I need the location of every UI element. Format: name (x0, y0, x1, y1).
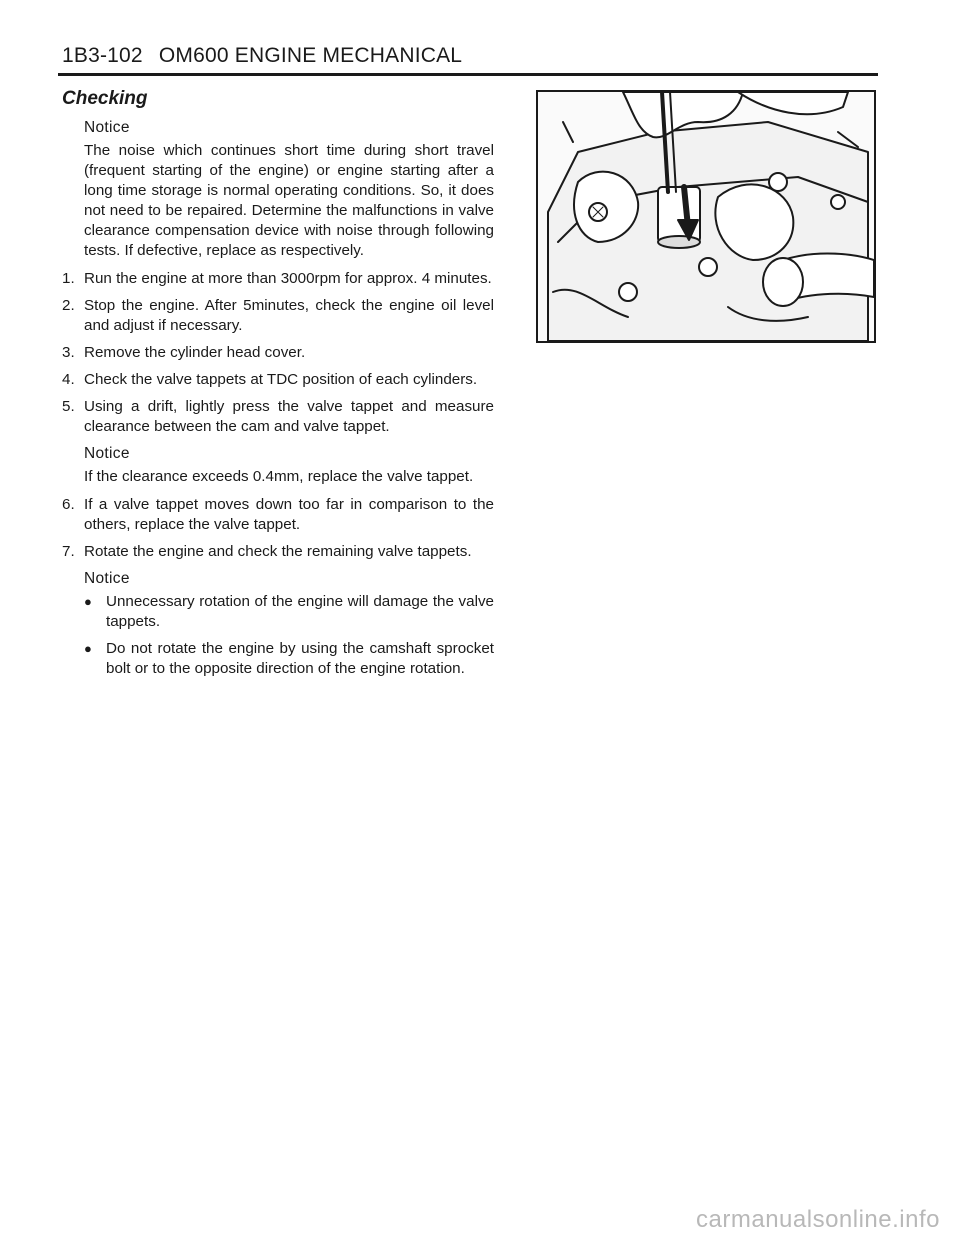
step-text: If a valve tappet moves down too far in comparison to the others, replace the valve tappet. (84, 496, 494, 533)
step-item (62, 269, 494, 289)
bullet-item (84, 592, 494, 632)
bullet-icon: ● (84, 641, 92, 656)
step-item (62, 495, 494, 535)
notice-text: If the clearance exceeds 0.4mm, replace the valve tappet. (84, 468, 474, 485)
notice-label: Notice (84, 445, 130, 462)
step-item (62, 370, 494, 390)
step-text: Stop the engine. After 5minutes, check the engine oil level and adjust if necessary. (84, 297, 494, 334)
valve-tappet-drawing (538, 92, 874, 341)
step-number: 3. (62, 344, 75, 361)
header-rule (58, 73, 878, 76)
step-item (62, 542, 494, 562)
page-code: 1B3-102 (62, 44, 143, 67)
step-number: 1. (62, 270, 75, 287)
step-number: 4. (62, 371, 75, 388)
step-text: Remove the cylinder head cover. (84, 344, 306, 361)
step-item (62, 296, 494, 336)
step-item (62, 343, 494, 363)
step-text: Check the valve tappets at TDC position of each cylinders. (84, 371, 478, 388)
step-number: 6. (62, 496, 75, 513)
engine-illustration (536, 90, 876, 343)
step-item (62, 397, 494, 437)
watermark: carmanualsonline.info (696, 1206, 940, 1233)
notice-label: Notice (84, 570, 130, 587)
bullet-text: Unnecessary rotation of the engine will damage the valve tappets. (106, 593, 494, 630)
notice-label: Notice (84, 119, 130, 136)
step-number: 2. (62, 297, 75, 314)
bullet-item (84, 639, 494, 679)
page-header-title: OM600 ENGINE MECHANICAL (158, 44, 463, 67)
step-text: Using a drift, lightly press the valve tappet and measure clearance between the cam and valve tappet. (84, 398, 494, 435)
bullet-text: Do not rotate the engine by using the camshaft sprocket bolt or to the opposite direction of the engine rotation. (106, 640, 494, 677)
step-text: Run the engine at more than 3000rpm for approx. 4 minutes. (84, 270, 492, 287)
content-column (62, 118, 494, 686)
page-header (62, 44, 878, 68)
step-number: 7. (62, 543, 75, 560)
section-title: Checking (62, 88, 148, 109)
step-text: Rotate the engine and check the remaining valve tappets. (84, 543, 472, 560)
bullet-icon: ● (84, 594, 92, 609)
notice-text: The noise which continues short time during short travel (frequent starting of the engine) or engine starting after a long time storage is normal operating conditions. So, it does not need to be repaired. Determine the malfunctions in valve clearance compensation device with noise through following tests. If defective, replace as respectively. (84, 142, 494, 259)
step-number: 5. (62, 398, 75, 415)
